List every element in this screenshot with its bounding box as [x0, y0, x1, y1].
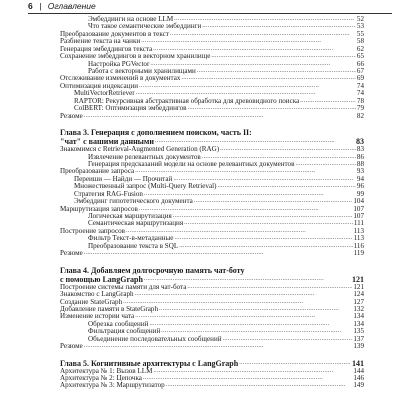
toc-entry-title: Изменение истории чата: [60, 312, 135, 321]
toc-entry-title: Резюме: [60, 342, 83, 351]
toc-entry-title: Построение запросов: [60, 226, 125, 235]
page-number: 6: [28, 1, 33, 11]
toc-entry-title: Настройка PGVector: [88, 59, 150, 68]
toc-entry-page: 53: [356, 22, 364, 31]
chapter-5-page: 141: [352, 358, 364, 368]
chapter-3-title-line1[interactable]: Глава 3. Генерация с дополнением поиском, часть II:: [60, 128, 252, 138]
toc-entry[interactable]: [60, 250, 364, 257]
toc-entry[interactable]: [60, 383, 364, 390]
toc-entry-page: 79: [356, 104, 364, 113]
toc-entry-page: 69: [356, 74, 364, 83]
toc-entry-title: Объединение последовательных сообщений: [88, 334, 222, 343]
toc-entry-page: 55: [356, 29, 364, 38]
chapter-4-title-line1[interactable]: Глава 4. Добавляем долгосрочную память чат-боту: [60, 265, 245, 275]
toc-entry-page: 88: [356, 159, 364, 168]
toc-entry-title: Генерация эмбеддингов текста: [60, 44, 153, 53]
toc-entry-title: Построение системы памяти для чат-бота: [60, 282, 187, 291]
toc-entry-page: 107: [353, 212, 364, 221]
toc-entry-title: Добавление памяти в StateGraph: [60, 304, 159, 313]
toc-entry-page: 94: [356, 174, 364, 183]
toc-entry-page: 116: [353, 241, 364, 250]
toc-entry-page: 99: [356, 189, 364, 198]
dot-leader: [84, 112, 356, 120]
toc-entry-title: Резюме: [60, 111, 83, 120]
chapter-4-page: 121: [352, 274, 364, 284]
toc-entry-page: 67: [356, 67, 364, 76]
toc-entry-title: Архитектура № 3: Маршрутизатор: [60, 381, 165, 390]
toc-entry-page: 78: [356, 96, 364, 105]
toc-entry-title: Переиши — Найди — Прочитай: [74, 174, 173, 183]
chapter-3-page: 83: [356, 137, 364, 147]
toc-entry-page: 82: [356, 111, 364, 120]
toc-entry-page: 86: [356, 152, 364, 161]
toc-entry-title: Маршрутизация запросов: [60, 204, 138, 213]
toc-entry-page: 83: [356, 145, 364, 154]
running-head: [28, 0, 392, 13]
chapter-3-title-line2[interactable]: "чат" с вашими данными . . . 83: [60, 137, 364, 146]
toc-entry-page: 104: [353, 197, 364, 206]
toc-entry-page: 113: [353, 226, 364, 235]
chapter-5-title[interactable]: Глава 5. Когнитивные архитектуры с LangGraph . . . 141: [60, 359, 364, 368]
toc-entry-title: Сохранение эмбеддингов в векторном хранилище: [60, 52, 211, 61]
toc-entry-page: 135: [353, 327, 364, 336]
chapter-5-entries: [60, 368, 364, 390]
toc-entry[interactable]: [60, 113, 364, 120]
toc-entry-page: 119: [353, 249, 364, 258]
dot-leader: [84, 249, 353, 257]
chapter-4-title-line2[interactable]: с помощью LangGraph . . . 121: [60, 275, 364, 284]
toc-entry-page: 58: [356, 37, 364, 46]
toc-entry[interactable]: [60, 343, 364, 350]
toc-entry-title: Знакомимся с Retrieval-Augmented Generation (RAG): [60, 145, 220, 154]
dot-leader: [84, 342, 353, 350]
toc-entry-page: 134: [353, 319, 364, 328]
toc-entry-title: Логическая маршрутизация: [88, 212, 172, 221]
header-separator: |: [39, 1, 42, 11]
toc-entry-title: Отслеживание изменений в документах: [60, 74, 181, 83]
chapter-3-entries: [60, 146, 364, 258]
toc-entry-page: 52: [356, 14, 364, 23]
toc-entry-page: 66: [356, 59, 364, 68]
toc-entry-page: 124: [353, 290, 364, 299]
toc-entry-page: 121: [353, 282, 364, 291]
toc-entry-page: 113: [353, 234, 364, 243]
chapter-4-entries: [60, 284, 364, 351]
toc-entry-title: Архитектура № 2: Цепочка: [60, 374, 142, 383]
toc-entry-title: Архитектура № 1: Вызов LLM: [60, 366, 153, 375]
toc-entry-page: 144: [353, 366, 364, 375]
toc-entry-page: 137: [353, 334, 364, 343]
toc-entry-title: Преобразование текста в SQL: [88, 241, 179, 250]
toc-entry-page: 134: [353, 312, 364, 321]
toc-entry-title: Оптимизация индексации: [60, 81, 139, 90]
toc-entry-title: Работа с векторными хранилищами: [88, 67, 196, 76]
toc-entry-title: MultiVectorRetriever: [74, 89, 135, 98]
toc-entry-page: 74: [356, 81, 364, 90]
toc-entry-page: 127: [353, 297, 364, 306]
toc-entry-title: Извлечение релевантных документов: [88, 152, 201, 161]
toc-entry-page: 107: [353, 204, 364, 213]
toc-entry-page: 74: [356, 89, 364, 98]
toc-entry-title: Преобразование документов в текст: [60, 29, 169, 38]
toc-entry-page: 62: [356, 44, 364, 53]
toc-entry-title: Фильтр Текст-в-метаданные: [88, 234, 174, 243]
toc-entry-title: Создание StateGraph: [60, 297, 123, 306]
toc-entry-title: Резюме: [60, 249, 83, 258]
toc-entry-title: Стратегия RAG-Fusion: [74, 189, 143, 198]
toc-entry-title: Фильтрация сообщений: [88, 327, 161, 336]
toc-entry-title: RAPTOR: Рекурсивная абстрактивная обработка для древовидного поиска: [74, 96, 300, 105]
toc-entry-page: 93: [356, 167, 364, 176]
toc-entry-title: Генерация предсказаний модели на основе релевантных документов: [88, 159, 295, 168]
toc-entry-title: Эмбеддинг гипотетического документа: [74, 197, 193, 206]
toc-entry-title: Семантическая маршрутизация: [88, 219, 184, 228]
toc-entry-page: 132: [353, 304, 364, 313]
toc-entry-page: 149: [353, 381, 364, 390]
header-title: Оглавление: [47, 1, 96, 11]
header-rule: [28, 13, 392, 14]
toc-entry-page: 96: [356, 182, 364, 191]
toc: [60, 16, 364, 390]
toc-entry-title: ColBERT: Оптимизация эмбеддингов: [74, 104, 187, 113]
toc-entry-title: Множественный запрос (Multi-Query Retrieval): [74, 182, 217, 191]
toc-entry-title: Обрезка сообщений: [88, 319, 149, 328]
toc-entry-page: 139: [353, 342, 364, 351]
toc-entry-title: Эмбеддинги на основе LLM: [88, 14, 174, 23]
toc-block-continued: [60, 16, 364, 120]
dot-leader: [166, 381, 353, 389]
toc-entry-page: 65: [356, 52, 364, 61]
toc-entry-title: Что такое семантические эмбеддинги: [88, 22, 202, 31]
toc-entry-title: Преобразование запроса: [60, 167, 135, 176]
toc-entry-title: Разбиение текста на чанки: [60, 37, 141, 46]
toc-entry-page: 111: [353, 219, 364, 228]
toc-entry-title: Знакомство с LangGraph: [60, 290, 134, 299]
toc-entry-page: 146: [353, 374, 364, 383]
